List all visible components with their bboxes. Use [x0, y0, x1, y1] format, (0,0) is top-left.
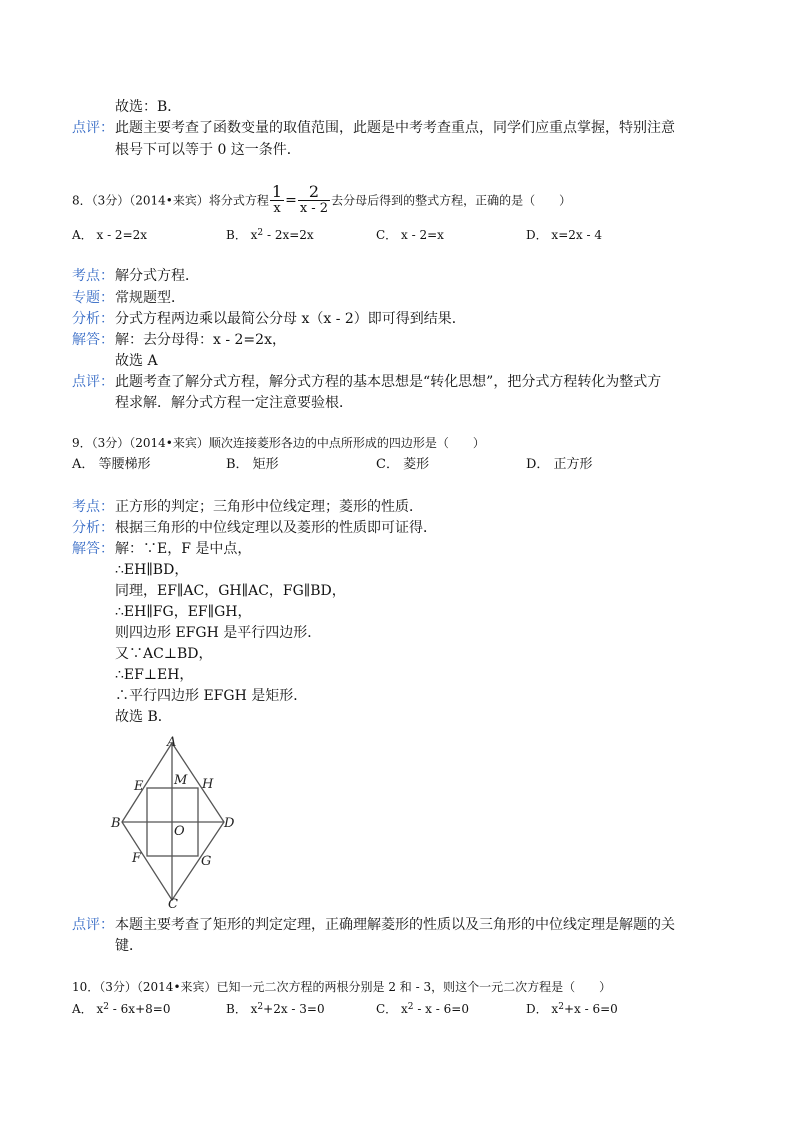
q10-option-a-sup: 2	[103, 1002, 109, 1012]
q9-option-d: D． 正方形	[526, 457, 593, 472]
label-c: C	[168, 897, 178, 908]
q9-fenxi-label: 分析：	[72, 520, 114, 536]
label-g: G	[201, 854, 212, 869]
q9-solution-line: 同理，EF∥AC，GH∥AC，FG∥BD，	[115, 583, 346, 599]
q9-kaodian-label: 考点：	[72, 499, 114, 515]
q10-option-d-pre: D． x	[526, 1002, 559, 1016]
q9-kaodian: 正方形的判定；三角形中位线定理；菱形的性质．	[115, 499, 423, 515]
q10-option-d-post: +x - 6=0	[563, 1002, 618, 1016]
q10-option-d-sup: 2	[558, 1002, 564, 1012]
q8-comment-line1: 此题考查了解分式方程，解分式方程的基本思想是“转化思想”，把分式方程转化为整式方	[115, 374, 662, 390]
q10-option-b-sup: 2	[257, 1002, 264, 1012]
q9-option-a: A． 等腰梯形	[72, 457, 151, 472]
q10-option-b-pre: B． x	[226, 1002, 258, 1016]
q8-stem	[72, 184, 571, 217]
q8-stem-after: 去分母后得到的整式方程，正确的是（ ）	[331, 193, 572, 208]
q9-jieda-label: 解答：	[72, 541, 114, 557]
q10-option-c-pre: C． x	[376, 1002, 408, 1016]
q9-solution-line: ∴EH∥FG，EF∥GH，	[115, 604, 252, 620]
q8-kaodian-label: 考点：	[72, 268, 114, 284]
q10-option-c-sup: 2	[407, 1002, 414, 1012]
label-e: E	[134, 779, 144, 794]
q9-fenxi: 根据三角形的中位线定理以及菱形的性质即可证得．	[115, 520, 437, 536]
q7-comment-line2: 根号下可以等于 0 这一条件．	[115, 142, 301, 158]
q8-option-b	[226, 225, 314, 245]
q10-option-d	[526, 999, 618, 1019]
label-m: M	[174, 773, 188, 788]
q9-solution-line: ∴EF⊥EH，	[115, 667, 194, 683]
q8-option-b-sup: 2	[257, 228, 264, 238]
q9-comment-line2: 键．	[115, 938, 143, 954]
q9-solution-line: 则四边形 EFGH 是平行四边形．	[115, 625, 322, 641]
q8-option-b-post: - 2x=2x	[263, 228, 314, 242]
q8-fraction-2	[298, 184, 330, 217]
q9-solution-line: 故选 B．	[115, 709, 172, 725]
q8-option-b-pre: B． x	[226, 228, 258, 242]
q10-stem: 10．（3分）（2014•来宾）已知一元二次方程的两根分别是 2 和 - 3，则这个一元二次方程是（ ）	[72, 980, 612, 994]
label-f: F	[132, 851, 142, 866]
q8-kaodian: 解分式方程．	[115, 268, 199, 284]
q9-solution-line: ∴平行四边形 EFGH 是矩形．	[115, 688, 308, 704]
q8-frac2-denominator: x - 2	[299, 201, 329, 216]
q8-stem-before: 8．（3分）（2014•来宾）将分式方程	[72, 193, 269, 208]
q8-jieda-label: 解答：	[72, 332, 114, 348]
q8-equals: =	[285, 192, 297, 209]
q7-answer: 故选：B．	[115, 99, 182, 115]
q10-option-c-post: - x - 6=0	[413, 1002, 469, 1016]
q9-solution-line: 解：∵E，F 是中点，	[115, 541, 252, 557]
label-b: B	[111, 816, 121, 831]
q8-fraction-1	[270, 184, 284, 217]
label-o: O	[174, 824, 185, 839]
q10-option-a-post: - 6x+8=0	[108, 1002, 171, 1016]
q8-jieda-line2: 故选 A	[115, 353, 158, 369]
q8-option-a: A． x - 2=2x	[72, 228, 148, 242]
q10-option-b	[226, 999, 325, 1019]
q7-comment-label: 点评：	[72, 120, 114, 136]
q9-stem: 9．（3分）（2014•来宾）顺次连接菱形各边的中点所形成的四边形是（ ）	[72, 436, 485, 450]
q8-frac1-numerator: 1	[271, 182, 283, 201]
rhombus-figure	[110, 730, 250, 908]
q10-option-b-post: +2x - 3=0	[263, 1002, 325, 1016]
label-h: H	[202, 777, 214, 792]
q8-zhuanti-label: 专题：	[72, 290, 114, 306]
q8-option-d: D． x=2x - 4	[526, 228, 602, 242]
q7-comment-line1: 此题主要考查了函数变量的取值范围，此题是中考考查重点，同学们应重点掌握，特别注意	[115, 120, 675, 136]
q9-option-b: B． 矩形	[226, 457, 279, 472]
q8-fenxi-label: 分析：	[72, 311, 114, 327]
q9-solution-line: 又∵AC⊥BD，	[115, 646, 213, 662]
q8-jieda-line1: 解：去分母得：x - 2=2x，	[115, 332, 286, 348]
q8-comment-label: 点评：	[72, 374, 114, 390]
label-a: A	[167, 735, 177, 750]
q9-solution-line: ∴EH∥BD，	[115, 562, 189, 578]
q9-comment-label: 点评：	[72, 917, 114, 933]
label-d: D	[224, 816, 235, 831]
q10-option-a	[72, 999, 170, 1019]
q8-fenxi: 分式方程两边乘以最简公分母 x（x - 2）即可得到结果．	[115, 311, 466, 327]
q8-zhuanti: 常规题型．	[115, 290, 185, 306]
q8-option-c: C． x - 2=x	[376, 228, 444, 242]
q10-option-a-pre: A． x	[72, 1002, 104, 1016]
q9-comment-line1: 本题主要考查了矩形的判定定理，正确理解菱形的性质以及三角形的中位线定理是解题的关	[115, 917, 675, 933]
q10-option-c	[376, 999, 469, 1019]
q9-option-c: C． 菱形	[376, 457, 430, 472]
q8-frac1-denominator: x	[273, 201, 281, 216]
q8-frac2-numerator: 2	[298, 184, 330, 201]
q8-comment-line2: 程求解．解分式方程一定注意要验根．	[115, 395, 353, 411]
